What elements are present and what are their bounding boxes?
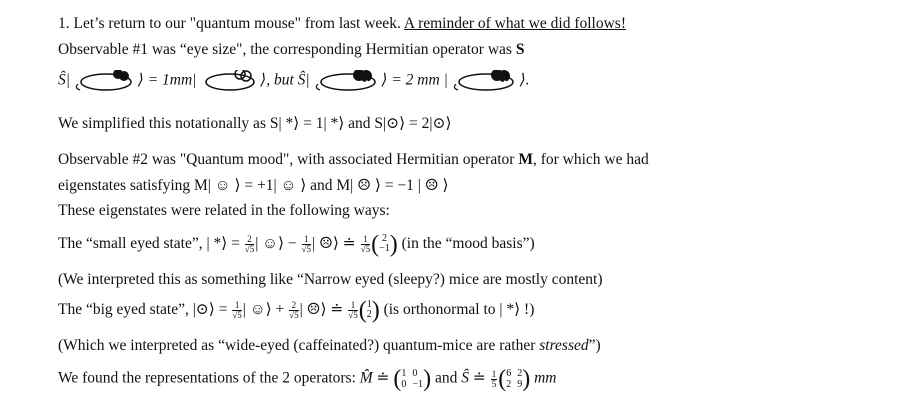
mood-basis-note: (in the “mood basis”) [401,235,535,252]
paren-right: ) [389,231,398,258]
small-eyed-mouse-icon-2 [200,70,256,92]
line-5 [58,150,649,170]
line-7 [58,201,390,221]
s-hat-symbol: Ŝ ≐ [461,369,486,387]
intro-text: 1. Let’s return to our "quantum mouse" from last week. [58,15,401,32]
frac-num: 1 [491,368,497,379]
vec-entry: −1 [379,243,390,255]
line-12-operators [58,368,556,390]
frac-num: 1 [348,301,357,311]
eigen-end: ⟩. [519,71,530,89]
paren-right: ) [423,366,432,392]
paren-left: ( [371,231,380,258]
operator-s-symbol: S [515,41,525,58]
orthonormal-note: (is orthonormal to | *⟩ !) [383,301,535,318]
line-8-small-eyed [58,231,535,258]
matrix-entry: 2 [517,368,523,379]
line-9 [58,270,603,290]
observable-1-text: Observable #1 was “eye size", the corresponding Hermitian operator was [58,41,512,58]
paren-left: ( [393,366,402,392]
coef-1-sqrt5-c [232,301,241,320]
small-eyed-vector [379,234,390,254]
frac-num: 1 [361,235,370,245]
reminder-link-text: A reminder of what we did follows! [403,15,626,32]
vec-entry: 1 [366,299,372,311]
frac-den: √5 [244,243,255,254]
frac-den: √5 [301,243,311,254]
but-text: ⟩, but Ŝ| [260,71,310,89]
and-text: and [434,369,458,387]
coef-1-sqrt5-b [361,235,370,254]
mm-unit: mm [534,369,557,387]
operators-label: We found the representations of the 2 operators: [58,369,356,387]
eigen-1mm: ⟩ = 1mm| [137,71,197,89]
notation-text: We simplified this notationally as S| *⟩ = 1| *⟩ and S|⊙⟩ = 2|⊙⟩ [58,115,452,132]
vec-entry: 2 [366,309,372,321]
frac-den: 5 [491,378,497,389]
matrix-entry: 0 [412,368,418,379]
big-eyed-term1: | ☺⟩ + [242,301,285,318]
line-4 [58,114,452,134]
small-eyed-term1: | ☺⟩ − [255,235,297,252]
relation-intro-text: These eigenstates were related in the following ways: [58,202,390,219]
matrix-entry: 0 [401,379,407,390]
paren-right: ) [371,297,380,324]
coef-1-sqrt5 [302,235,311,254]
frac-num: 2 [289,301,298,311]
line-11 [58,336,601,356]
line-6 [58,176,449,196]
operator-m-symbol: M [518,151,533,168]
frac-den: √5 [289,309,299,320]
observable-2-tail: , for which we had [532,151,649,168]
small-eyed-mouse-icon [74,70,134,92]
matrix-entry: 6 [506,368,512,379]
s-matrix [506,368,522,390]
s-hat-ket: Ŝ| [58,71,71,89]
big-eyed-term2: | ☹⟩ ≐ [299,301,344,318]
line-10-big-eyed [58,297,535,324]
small-eyed-term2: | ☹⟩ ≐ [312,235,356,252]
frac-num: 1 [302,235,311,245]
paren-right: ) [522,366,531,392]
frac-num: 1 [232,301,241,311]
paren-left: ( [498,366,507,392]
m-matrix [401,368,423,390]
frac-den: √5 [232,309,242,320]
frac-den: √5 [360,243,371,254]
observable-2-text: Observable #2 was "Quantum mood", with associated Hermitian operator [58,151,515,168]
frac-num: 2 [245,235,254,245]
big-eyed-mouse-icon-2 [452,70,516,92]
coef-1-sqrt5-d [348,301,357,320]
matrix-entry: −1 [412,379,424,390]
stressed-word: stressed [539,337,589,354]
big-eyed-interpretation: (Which we interpreted as “wide-eyed (caffeinated?) quantum-mice are rather [58,337,536,354]
paren-left: ( [358,297,367,324]
m-hat-symbol: M̂ ≐ [359,369,390,387]
small-eyed-interpretation: (We interpreted this as something like “Narrow eyed (sleepy?) mice are mostly content) [58,271,603,288]
matrix-entry: 1 [401,368,407,379]
line-2 [58,40,524,60]
matrix-entry: 2 [506,379,512,390]
vec-entry: 2 [381,233,387,245]
frac-den: √5 [348,309,358,320]
interpretation-close: ”) [588,337,601,354]
big-eyed-label: The “big eyed state”, |⊙⟩ = [58,301,228,318]
small-eyed-label: The “small eyed state”, | *⟩ = [58,235,240,252]
mood-eigenstates-text: eigenstates satisfying M| ☺ ⟩ = +1| ☺ ⟩ and M| ☹ ⟩ = −1 | ☹ ⟩ [58,177,449,194]
line-1 [58,14,626,34]
coef-2-sqrt5-b [289,301,298,320]
big-eyed-mouse-icon [314,70,378,92]
line-3-eigen [58,70,530,92]
coef-1-5 [491,370,498,389]
matrix-entry: 9 [517,379,523,390]
coef-2-sqrt5 [245,235,254,254]
eigen-2mm: ⟩ = 2 mm | [381,71,448,89]
